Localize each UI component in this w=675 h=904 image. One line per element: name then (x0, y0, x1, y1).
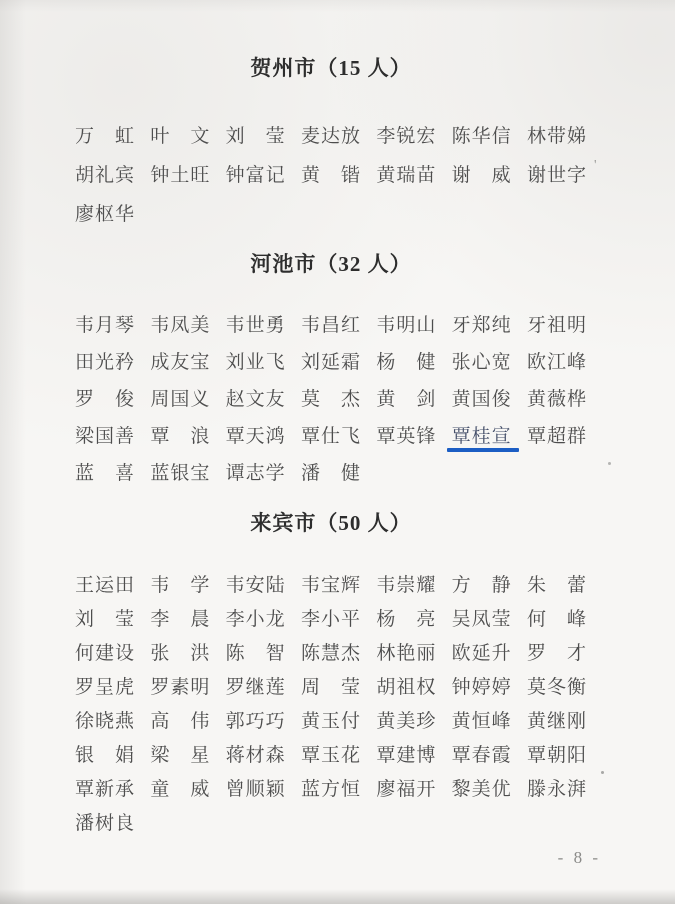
name-cell: 王运田 (75, 575, 136, 596)
name-cell: 覃超群 (526, 426, 587, 447)
city-section (75, 55, 587, 234)
name-grid (75, 117, 587, 234)
name-cell: 谢世字 (526, 165, 587, 186)
name-cell: 蓝银宝 (150, 463, 211, 484)
name-cell: 黄继刚 (526, 711, 587, 732)
name-cell: 蒋材森 (225, 745, 286, 766)
name-cell: 韦宝辉 (300, 575, 361, 596)
name-cell: 叶 文 (150, 126, 211, 147)
name-cell: 罗 才 (526, 643, 587, 664)
name-cell: 杨 亮 (376, 609, 437, 630)
city-section (75, 510, 587, 841)
name-cell: 李小龙 (225, 609, 286, 630)
city-section (75, 251, 587, 492)
name-cell: 滕永湃 (526, 779, 587, 800)
name-cell: 韦月琴 (75, 315, 136, 336)
scan-noise-dot (601, 771, 604, 774)
name-cell: 潘 健 (300, 463, 361, 484)
name-cell: 方 静 (451, 575, 512, 596)
name-cell: 黄薇桦 (526, 389, 587, 410)
name-cell: 覃朝阳 (526, 745, 587, 766)
name-cell: 牙祖明 (526, 315, 587, 336)
name-cell: 廖枢华 (75, 204, 136, 225)
sections-container (75, 0, 587, 841)
name-cell: 蓝 喜 (75, 463, 136, 484)
name-cell: 何 峰 (526, 609, 587, 630)
name-cell: 黄 锴 (300, 165, 361, 186)
name-cell: 黄瑞苗 (376, 165, 437, 186)
name-cell: 陈慧杰 (300, 643, 361, 664)
page-number: - 8 - (557, 848, 601, 867)
name-cell: 覃仕飞 (300, 426, 361, 447)
name-cell: 欧江峰 (526, 352, 587, 373)
name-cell: 徐晓燕 (75, 711, 136, 732)
name-cell: 韦世勇 (225, 315, 286, 336)
name-cell: 韦昌红 (300, 315, 361, 336)
name-cell: 韦 学 (150, 575, 211, 596)
name-cell: 钟富记 (225, 165, 286, 186)
name-cell: 钟土旺 (150, 165, 211, 186)
name-cell: 梁国善 (75, 426, 136, 447)
name-cell: 陈 智 (225, 643, 286, 664)
name-cell: 韦凤美 (150, 315, 211, 336)
name-cell: 莫冬衡 (526, 677, 587, 698)
name-cell: 何建设 (75, 643, 136, 664)
name-cell: 黄恒峰 (451, 711, 512, 732)
name-cell: 黄国俊 (451, 389, 512, 410)
name-cell: 胡祖权 (376, 677, 437, 698)
name-cell: 刘业飞 (225, 352, 286, 373)
name-cell: 覃玉花 (300, 745, 361, 766)
name-cell: 黄玉付 (300, 711, 361, 732)
name-cell: 覃天鸿 (225, 426, 286, 447)
name-cell: 赵文友 (225, 389, 286, 410)
name-cell: 张 洪 (150, 643, 211, 664)
name-cell: 覃春霞 (451, 745, 512, 766)
name-cell: 覃 浪 (150, 426, 211, 447)
name-cell: 谢 威 (451, 165, 512, 186)
name-cell: 周 莹 (300, 677, 361, 698)
name-cell: 林带娣 (526, 126, 587, 147)
name-cell: 覃新承 (75, 779, 136, 800)
name-cell: 高 伟 (150, 711, 211, 732)
name-cell: 黄 剑 (376, 389, 437, 410)
name-cell: 蓝方恒 (300, 779, 361, 800)
name-cell: 欧延升 (451, 643, 512, 664)
name-cell: 廖福开 (376, 779, 437, 800)
name-cell: 钟婷婷 (451, 677, 512, 698)
name-cell: 刘 莹 (75, 609, 136, 630)
section-title: 来宾市（50 人） (250, 511, 412, 535)
name-cell: 刘延霜 (300, 352, 361, 373)
name-cell: 万 虹 (75, 126, 136, 147)
name-cell: 罗继莲 (225, 677, 286, 698)
name-cell: 田光矜 (75, 352, 136, 373)
scan-noise-mark: ' (594, 158, 597, 173)
name-cell: 曾顺颖 (225, 779, 286, 800)
name-cell: 黄美珍 (376, 711, 437, 732)
name-cell: 童 威 (150, 779, 211, 800)
name-cell: 梁 星 (150, 745, 211, 766)
name-cell: 韦安陆 (225, 575, 286, 596)
name-cell: 谭志学 (225, 463, 286, 484)
name-grid (75, 569, 587, 841)
scan-noise-dot (608, 462, 611, 465)
name-cell: 韦明山 (376, 315, 437, 336)
name-cell: 吴凤莹 (451, 609, 512, 630)
name-cell: 杨 健 (376, 352, 437, 373)
name-cell: 覃建博 (376, 745, 437, 766)
name-cell: 牙郑纯 (451, 315, 512, 336)
name-cell: 胡礼宾 (75, 165, 136, 186)
name-cell: 李 晨 (150, 609, 211, 630)
name-cell: 朱 蕾 (526, 575, 587, 596)
name-cell: 韦崇耀 (376, 575, 437, 596)
name-cell: 李锐宏 (376, 126, 437, 147)
section-title: 河池市（32 人） (250, 252, 412, 276)
name-cell: 银 娟 (75, 745, 136, 766)
name-cell: 黎美优 (451, 779, 512, 800)
name-cell-highlighted: 覃桂宣 (452, 418, 512, 455)
name-cell: 莫 杰 (300, 389, 361, 410)
name-cell: 刘 莹 (225, 126, 286, 147)
name-cell: 罗呈虎 (75, 677, 136, 698)
name-cell: 周国义 (150, 389, 211, 410)
section-title: 贺州市（15 人） (250, 56, 412, 80)
name-cell: 罗素明 (150, 677, 211, 698)
name-cell: 潘树良 (75, 813, 136, 834)
name-cell: 麦达放 (300, 126, 361, 147)
name-cell: 陈华信 (451, 126, 512, 147)
name-cell: 郭巧巧 (225, 711, 286, 732)
name-cell: 李小平 (300, 609, 361, 630)
name-cell: 林艳丽 (376, 643, 437, 664)
name-cell: 张心宽 (451, 352, 512, 373)
name-cell: 覃英锋 (376, 426, 437, 447)
name-cell: 罗 俊 (75, 389, 136, 410)
name-grid (75, 307, 587, 492)
name-cell: 成友宝 (150, 352, 211, 373)
